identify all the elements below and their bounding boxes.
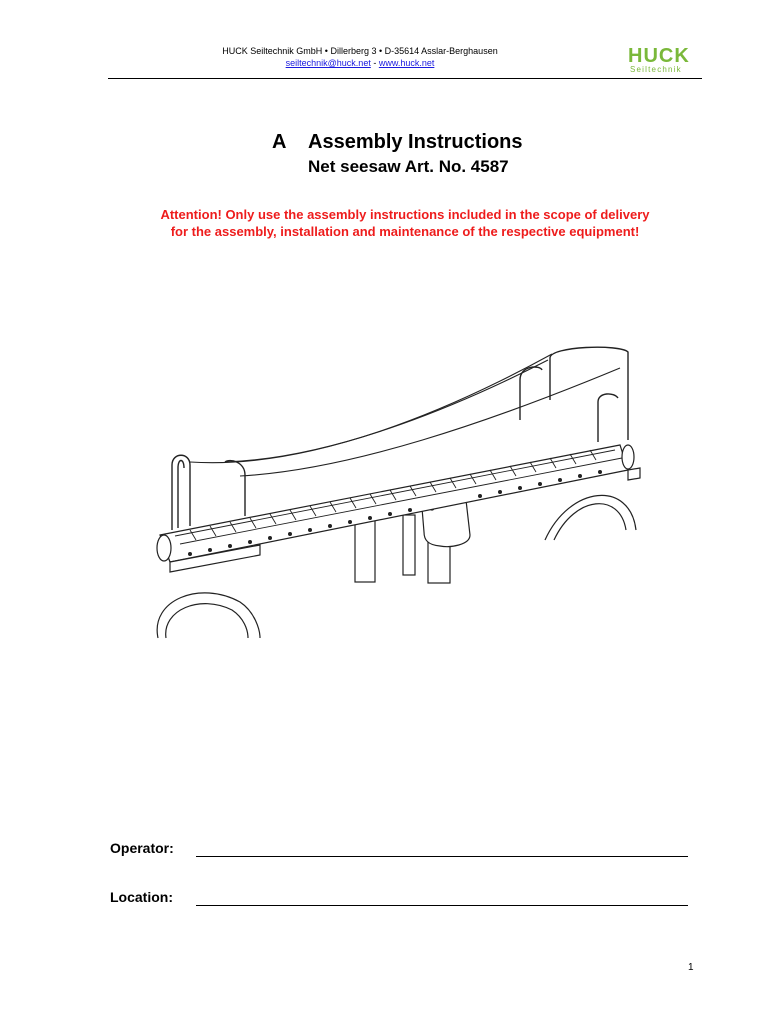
operator-field[interactable] <box>196 856 688 857</box>
email-link[interactable]: seiltechnik@huck.net <box>285 58 371 68</box>
link-separator: - <box>370 58 379 68</box>
beam <box>157 445 640 572</box>
attention-notice <box>90 206 720 240</box>
section-letter: A <box>272 131 287 153</box>
operator-label: Operator: <box>110 840 174 856</box>
tyre-back-right <box>545 495 636 540</box>
contact-links <box>0 57 720 69</box>
header-divider <box>108 78 702 79</box>
attention-line-2: for the assembly, installation and maintenance of the respective equipment! <box>170 224 640 239</box>
location-field[interactable] <box>196 905 688 906</box>
net-seesaw-illustration <box>150 340 650 640</box>
location-label: Location: <box>110 889 173 905</box>
tyre-front-left <box>157 593 260 638</box>
website-link[interactable]: www.huck.net <box>378 58 435 68</box>
attention-line-1: Attention! Only use the assembly instructions included in the scope of delivery <box>160 207 650 222</box>
handle-frame-left <box>172 455 245 530</box>
company-address: HUCK Seiltechnik GmbH • Dillerberg 3 • D-35614 Asslar-Berghausen <box>222 46 498 56</box>
logo-text: HUCK <box>628 45 690 67</box>
page-title: Assembly Instructions <box>308 131 523 153</box>
page-number: 1 <box>688 962 694 973</box>
logo-subtext: Seiltechnik <box>630 65 682 74</box>
page-subtitle: Net seesaw Art. No. 4587 <box>308 157 509 176</box>
handle-frame-right <box>520 347 628 442</box>
huck-logo <box>626 46 692 74</box>
